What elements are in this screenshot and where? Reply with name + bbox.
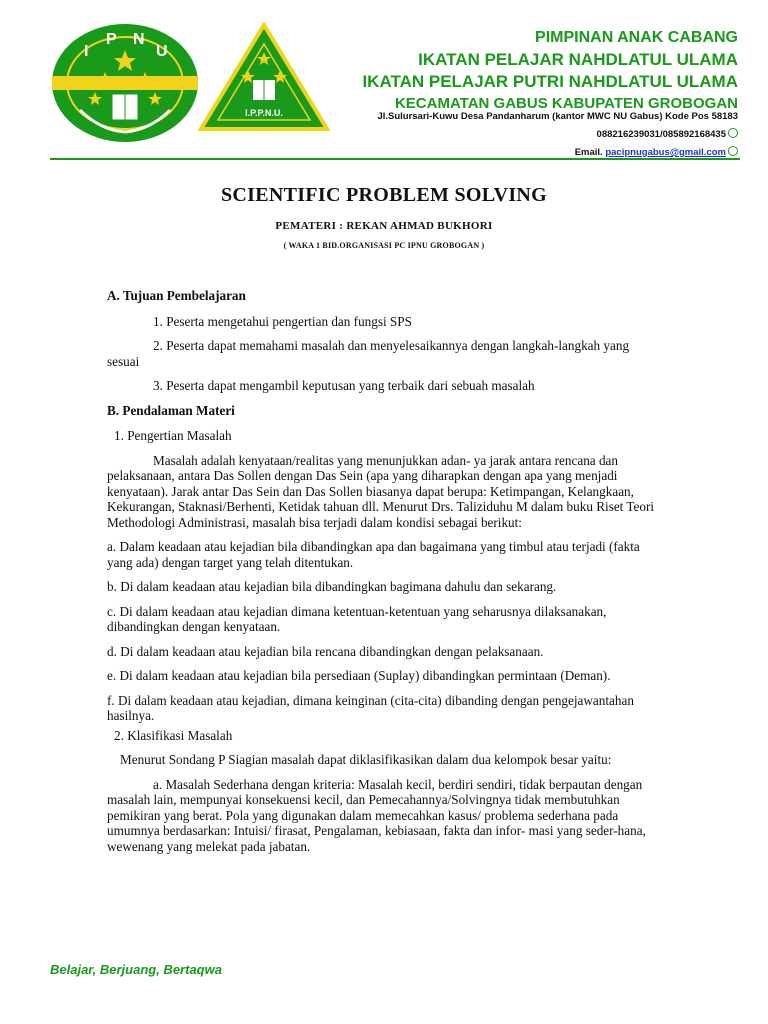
- condition-item: c. Di dalam keadaan atau kejadian dimana ketentuan-ketentuan yang seharusnya dilaksanakan, dibandingkan dengan kenyataan.: [107, 603, 607, 634]
- condition-item: e. Di dalam keadaan atau kejadian bila persediaan (Suplay) dibandingkan permintaan (Deman).: [107, 668, 611, 683]
- header-divider: [50, 158, 740, 160]
- condition-item: d. Di dalam keadaan atau kejadian bila rencana dibandingkan dengan pelaksanaan.: [107, 643, 544, 659]
- org-line-4: KECAMATAN GABUS KABUPATEN GROBOGAN: [394, 95, 738, 112]
- objective-item: 3. Peserta dapat mengambil keputusan yang terbaik dari sebuah masalah: [153, 378, 535, 393]
- presenter: PEMATERI : REKAN AHMAD BUKHORI: [275, 220, 493, 232]
- subsection-2-heading: 2. Klasifikasi Masalah: [114, 727, 233, 743]
- condition-item: b. Di dalam keadaan atau kejadian bila dibandingkan bagimana dahulu dan sekarang.: [107, 579, 557, 594]
- section-a-heading: A. Tujuan Pembelajaran: [107, 288, 246, 303]
- section-b-heading: B. Pendalaman Materi: [107, 402, 235, 418]
- definition-paragraph: Masalah adalah kenyataan/realitas yang menunjukkan adan- ya jarak antara rencana dan pelaksanaan, antara Das Sollen dengan Das Sein (apa yang diharapkan dengan apa yang menjadi kenyataan). Jarak antar Das Sein dan Das Sollen biasanya dapat berupa: Ketimpangan, Kelangkaan, Kekurangan, Staknasi/Berhenti, Ketidak tahuan dll. Menurut Drs. Taliziduhu M dalam buku Riset Teori Methodologi Administrasi, masalah bisa terjadi dalam kondisi sebagai berikut:: [107, 452, 655, 530]
- document-body: [107, 288, 655, 863]
- logo-letter-n: N: [133, 31, 145, 48]
- document-title: SCIENTIFIC PROBLEM SOLVING: [220, 184, 548, 206]
- org-line-1: PIMPINAN ANAK CABANG: [535, 29, 738, 46]
- phone-line: [377, 126, 738, 144]
- logo-letter-u: U: [156, 43, 168, 60]
- ippnu-logo-text: I.P.P.N.U.: [245, 108, 283, 118]
- condition-item: f. Di dalam keadaan atau kejadian, dimana keinginan (cita-cita) dibanding dengan pengejawantahan hasilnya.: [107, 692, 634, 723]
- organization-name: [362, 27, 738, 115]
- condition-item: a. Dalam keadaan atau kejadian bila dibandingkan apa dan bagaimana yang timbul atau terjadi (fakta yang ada) dengan target yang telah ditentukan.: [107, 539, 640, 570]
- footer-motto: Belajar, Berjuang, Bertaqwa: [50, 962, 222, 977]
- whatsapp-icon: [728, 128, 738, 138]
- ipnu-logo: [50, 22, 200, 144]
- org-line-3: IKATAN PELAJAR PUTRI NAHDLATUL ULAMA: [362, 72, 738, 91]
- objective-item: 2. Peserta dapat memahami masalah dan menyelesaikannya dengan langkah-langkah yang sesuai: [107, 338, 630, 369]
- address: Jl.Sulursari-Kuwu Desa Pandanharum (kantor MWC NU Gabus) Kode Pos 58183: [377, 111, 738, 122]
- simple-problem-paragraph: a. Masalah Sederhana dengan kriteria: Masalah kecil, berdiri sendiri, tidak berpautan dengan masalah lain, mempunyai konsekuensi kecil, dan Pemecahannya/Solvingnya tidak membutuhkan pemikiran yang berat. Pola yang digunakan dalam memecahkan kasus/ problema sederhana pada umumnya berdasarkan: Intuisi/ firasat, Pengalaman, kebiasaan, fakta dan infor- masi yang seder-hana, wewenang yang melekat pada jabatan.: [107, 776, 646, 854]
- contact-block: [377, 108, 738, 162]
- logo-letter-i: I: [84, 43, 89, 60]
- subsection-1-heading: 1. Pengertian Masalah: [114, 428, 232, 443]
- org-line-2: IKATAN PELAJAR NAHDLATUL ULAMA: [418, 50, 738, 69]
- presenter-role: ( WAKA 1 BID.ORGANISASI PC IPNU GROBOGAN ): [283, 241, 485, 250]
- phone-number: 088216239031/085892168435: [596, 129, 726, 140]
- ippnu-logo: [198, 22, 330, 132]
- logo-letter-p: P: [106, 31, 117, 48]
- objective-item: 1. Peserta mengetahui pengertian dan fungsi SPS: [153, 313, 412, 329]
- classification-intro: Menurut Sondang P Siagian masalah dapat diklasifikasikan dalam dua kelompok besar yaitu:: [120, 752, 612, 767]
- email-label: Email.: [574, 147, 603, 158]
- email-link[interactable]: pacipnugabus@gmail.com: [605, 147, 726, 158]
- email-smiley-icon: [728, 146, 738, 156]
